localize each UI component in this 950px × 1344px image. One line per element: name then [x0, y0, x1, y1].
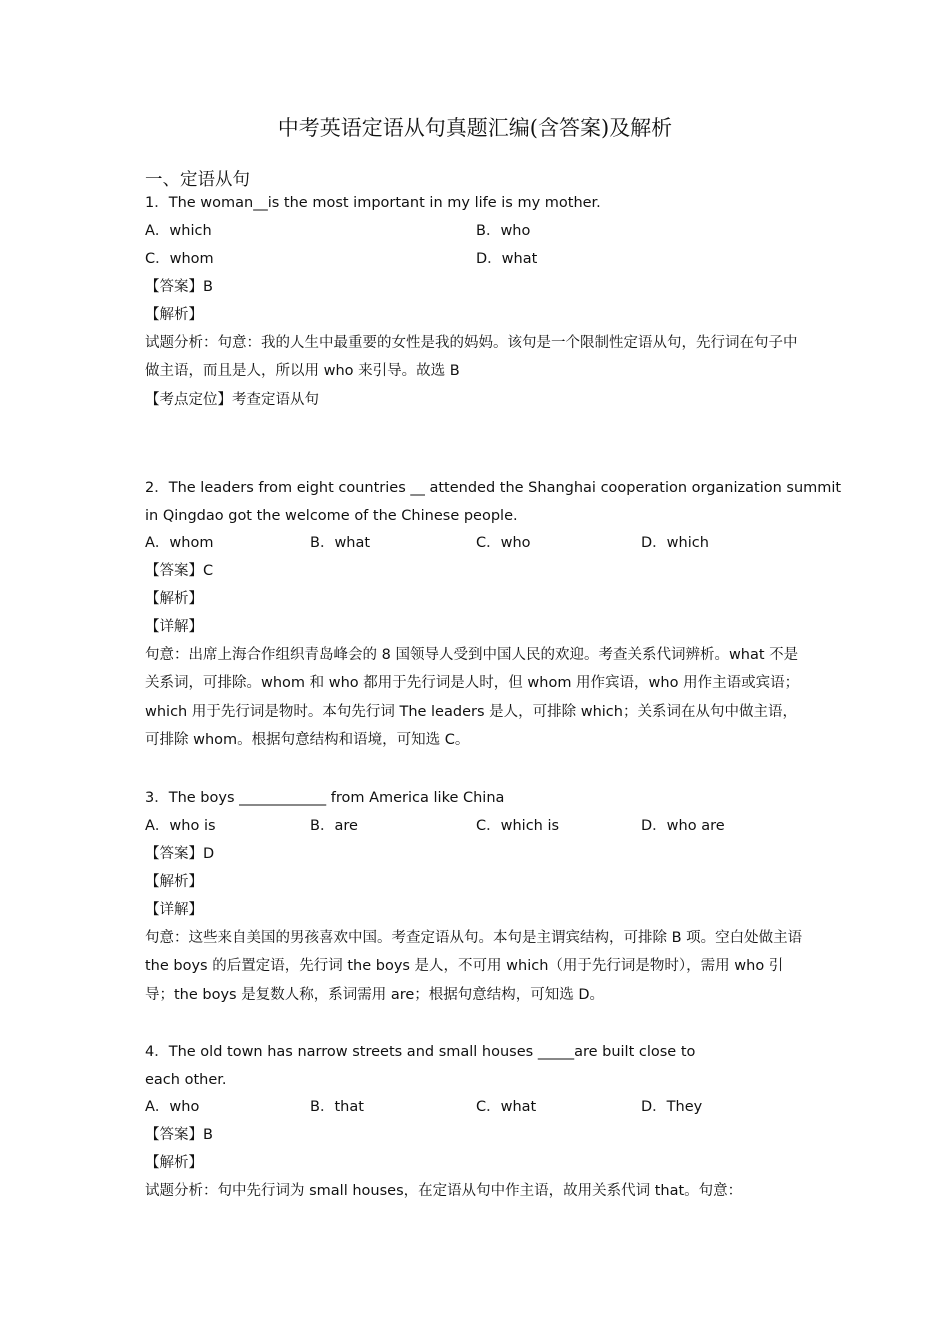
question-2-option-d: D．which [641, 535, 709, 551]
question-3-detail-label: 【详解】 [145, 902, 203, 918]
question-4-stem-line-1: 4．The old town has narrow streets and small houses _____are built close to [145, 1044, 696, 1060]
question-3-option-c: C．which is [476, 818, 560, 834]
question-1-answer: 【答案】B [145, 279, 213, 295]
question-2-detail-label: 【详解】 [145, 619, 203, 635]
question-2-stem-line-1: 2．The leaders from eight countries __ attended the Shanghai cooperation organization summit [145, 480, 842, 496]
question-1-point: 【考点定位】考查定语从句 [145, 392, 319, 408]
question-2-option-a: A．whom [145, 535, 214, 551]
question-4-option-b: B．that [310, 1099, 364, 1115]
question-4-answer: 【答案】B [145, 1127, 213, 1143]
question-3-answer: 【答案】D [145, 846, 215, 862]
question-4-analysis-label: 【解析】 [145, 1155, 203, 1171]
question-2-answer: 【答案】C [145, 563, 214, 579]
question-3-explanation: 句意：这些来自美国的男孩喜欢中国。考查定语从句。本句是主谓宾结构，可排除 B 项。空白处做主语 the boys 的后置定语，先行词 the boys 是人，不可用 which（用于先行词是物时），需用 who 引导；the boys 是复数人称，系词需用 are；根据句意结构，可知选 D。 [145, 930, 803, 1003]
question-3-option-a: A．who is [145, 818, 216, 834]
question-4-explanation: 试题分析：句中先行词为 small houses，在定语从句中作主语，故用关系代词 that。句意： [145, 1183, 743, 1199]
question-1-option-a: A．which [145, 223, 212, 239]
question-3-analysis-label: 【解析】 [145, 874, 203, 890]
question-4-option-a: A．who [145, 1099, 200, 1115]
question-2-option-b: B．what [310, 535, 371, 551]
question-1-option-c: C．whom [145, 251, 214, 267]
question-1-option-d: D．what [476, 251, 538, 267]
question-4-option-d: D．They [641, 1099, 703, 1115]
question-1-explanation: 试题分析：句意：我的人生中最重要的女性是我的妈妈。该句是一个限制性定语从句，先行词在句子中做主语，而且是人，所以用 who 来引导。故选 B [145, 335, 798, 380]
question-3-option-d: D．who are [641, 818, 725, 834]
question-2-stem-line-2: in Qingdao got the welcome of the Chinese people. [145, 508, 518, 524]
page-title: 中考英语定语从句真题汇编(含答案)及解析 [277, 116, 673, 140]
question-1-analysis-label: 【解析】 [145, 307, 203, 323]
question-2-option-c: C．who [476, 535, 531, 551]
question-4-option-c: C．what [476, 1099, 537, 1115]
question-3-option-b: B．are [310, 818, 358, 834]
question-2-explanation: 句意：出席上海合作组织青岛峰会的 8 国领导人受到中国人民的欢迎。考查关系代词辨析。what 不是关系词，可排除。whom 和 who 都用于先行词是人时，但 whom 用作宾语，who 用作主语或宾语；which 用于先行词是物时。本句先行词 The leaders 是人，可排除 which；关系词在从句中做主语，可排除 whom。根据句意结构和语境，可知选 C。 [145, 647, 800, 749]
question-1-option-b: B．who [476, 223, 531, 239]
question-1-stem: 1．The woman__is the most important in my life is my mother. [145, 195, 601, 211]
question-3-stem: 3．The boys ____________ from America like China [145, 790, 505, 806]
section-heading: 一、定语从句 [145, 170, 250, 190]
question-2-analysis-label: 【解析】 [145, 591, 203, 607]
question-4-stem-line-2: each other. [145, 1072, 227, 1088]
